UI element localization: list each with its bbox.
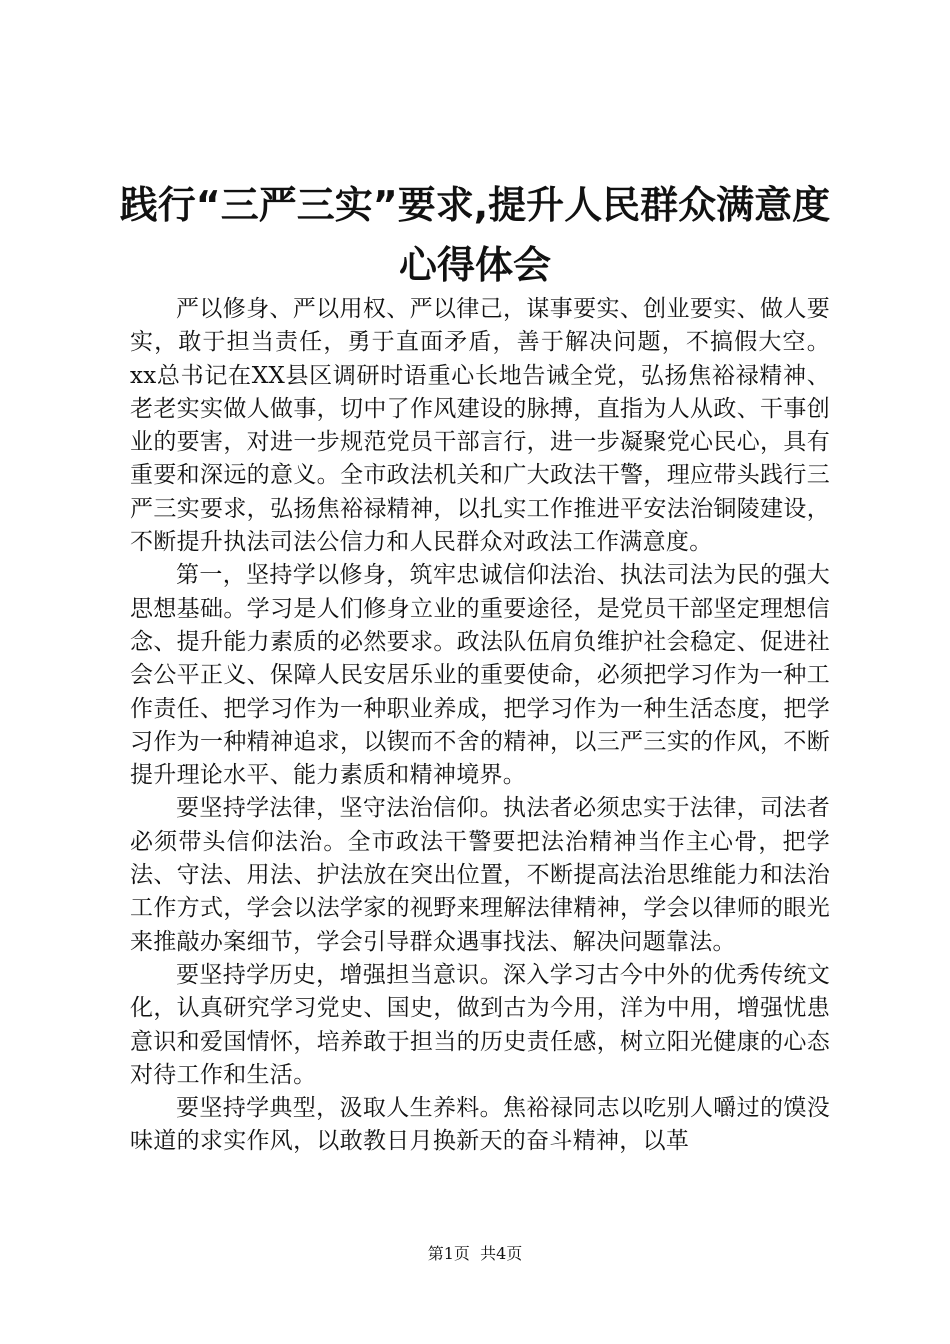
document-title-line-1: 践行“三严三实”要求,提升人民群众满意度 — [119, 183, 831, 227]
paragraph: 严以修身、严以用权、严以律己，谋事要实、创业要实、做人要实，敢于担当责任，勇于直面矛盾，善于解决问题，不搞假大空。xx总书记在XX县区调研时语重心长地告诫全党，弘扬焦裕禄精神、老老实实做人做事，切中了作风建设的脉搏，直指为人从政、干事创业的要害，对进一步规范党员干部言行，进一步凝聚党心民心，具有重要和深远的意义。全市政法机关和广大政法干警，理应带头践行三严三实要求，弘扬焦裕禄精神，以扎实工作推进平安法治铜陵建设，不断提升执法司法公信力和人民群众对政法工作满意度。 — [130, 296, 830, 556]
document-body — [130, 293, 830, 1159]
paragraph: 要坚持学法律，坚守法治信仰。执法者必须忠实于法律，司法者必须带头信仰法治。全市政法干警要把法治精神当作主心骨，把学法、守法、用法、护法放在突出位置，不断提高法治思维能力和法治工作方式，学会以法学家的视野来理解法律精神，学会以律师的眼光来推敲办案细节，学会引导群众遇事找法、解决问题靠法。 — [130, 795, 830, 955]
page-footer — [0, 1244, 950, 1264]
paragraph: 要坚持学历史，增强担当意识。深入学习古今中外的优秀传统文化，认真研究学习党史、国史，做到古为今用，洋为中用，增强忧患意识和爱国情怀，培养敢于担当的历史责任感，树立阳光健康的心态对待工作和生活。 — [130, 961, 830, 1088]
paragraph: 要坚持学典型，汲取人生养料。焦裕禄同志以吃别人嚼过的馍没味道的求实作风，以敢教日月换新天的奋斗精神，以革 — [130, 1095, 830, 1155]
paragraph: 第一，坚持学以修身，筑牢忠诚信仰法治、执法司法为民的强大思想基础。学习是人们修身立业的重要途径，是党员干部坚定理想信念、提升能力素质的必然要求。政法队伍肩负维护社会稳定、促进社会公平正义、保障人民安居乐业的重要使命，必须把学习作为一种工作责任、把学习作为一种职业养成，把学习作为一种生活态度，把学习作为一种精神追求，以锲而不舍的精神，以三严三实的作风，不断提升理论水平、能力素质和精神境界。 — [130, 562, 830, 789]
document-title-line-2: 心得体会 — [398, 243, 551, 287]
page-number: 第1页 共4页 — [427, 1244, 523, 1263]
